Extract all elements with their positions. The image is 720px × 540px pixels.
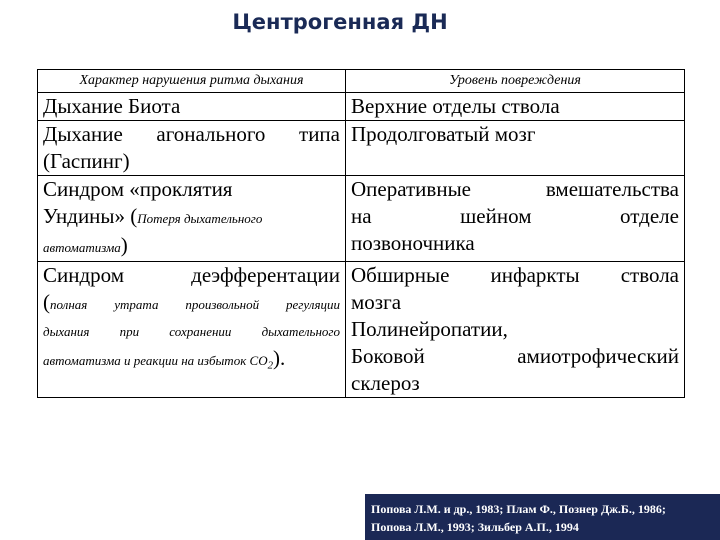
level-text: на шейном отделе [351,204,679,228]
disorder-text: Синдром «проклятия [43,177,233,201]
level-text: мозга [351,290,402,314]
disorder-note: полная утрата произвольной регуляции [50,297,340,312]
header-disorder: Характер нарушения ритма дыхания [38,70,346,93]
citation-line: Попова Л.М., 1993; Зильбер А.П., 1994 [371,520,579,534]
citation-box [365,494,720,540]
level-text: Полинейропатии, [351,317,508,341]
level-text: Оперативные вмешательства [351,177,679,201]
citation-line: Попова Л.М. и др., 1983; Плам Ф., Познер Дж.Б., 1986; [371,502,666,516]
disorder-note: автоматизма и реакции на избыток CO [43,353,268,368]
disorder-cell: Синдром деэфферентации (полная утрата произвольной регуляции дыхания при сохранении дыхательного автоматизма и реакции на избыток $CO_2$). [38,262,346,398]
level-text: Продолговатый мозг [351,122,536,146]
level-cell [346,121,685,176]
level-text: позвоночника [351,231,475,255]
disorders-table [37,69,685,398]
disorder-text: (Гаспинг) [43,149,130,173]
table-row [38,262,685,398]
level-text: склероз [351,371,420,395]
disorder-cell: Синдром «проклятия Ундины» (Потеря дыхательного автоматизма) [38,176,346,262]
header-level: Уровень повреждения [346,70,685,93]
disorder-note-subscript: 2 [267,359,274,372]
level-cell [346,93,685,121]
table-row [38,121,685,176]
table-header-row [38,70,685,93]
disorder-note: дыхания при сохранении дыхательного [43,324,340,339]
disorder-note: Потеря дыхательного [137,211,263,226]
disorder-note: автоматизма [43,240,121,255]
disorder-cell [38,93,346,121]
table-row [38,93,685,121]
disorder-text: Дыхание Биота [43,94,181,118]
level-cell [346,262,685,398]
disorder-text: Ундины» [43,204,126,228]
level-text: Боковой амиотрофический [351,344,679,368]
page-title: Центрогенная ДН [232,10,448,34]
level-text: Обширные инфаркты ствола [351,263,679,287]
disorder-text: Дыхание агонального типа [43,122,340,146]
table-row [38,176,685,262]
disorder-cell [38,121,346,176]
level-text: Верхние отделы ствола [351,94,560,118]
disorder-text: Синдром деэфферентации [43,263,340,287]
level-cell [346,176,685,262]
